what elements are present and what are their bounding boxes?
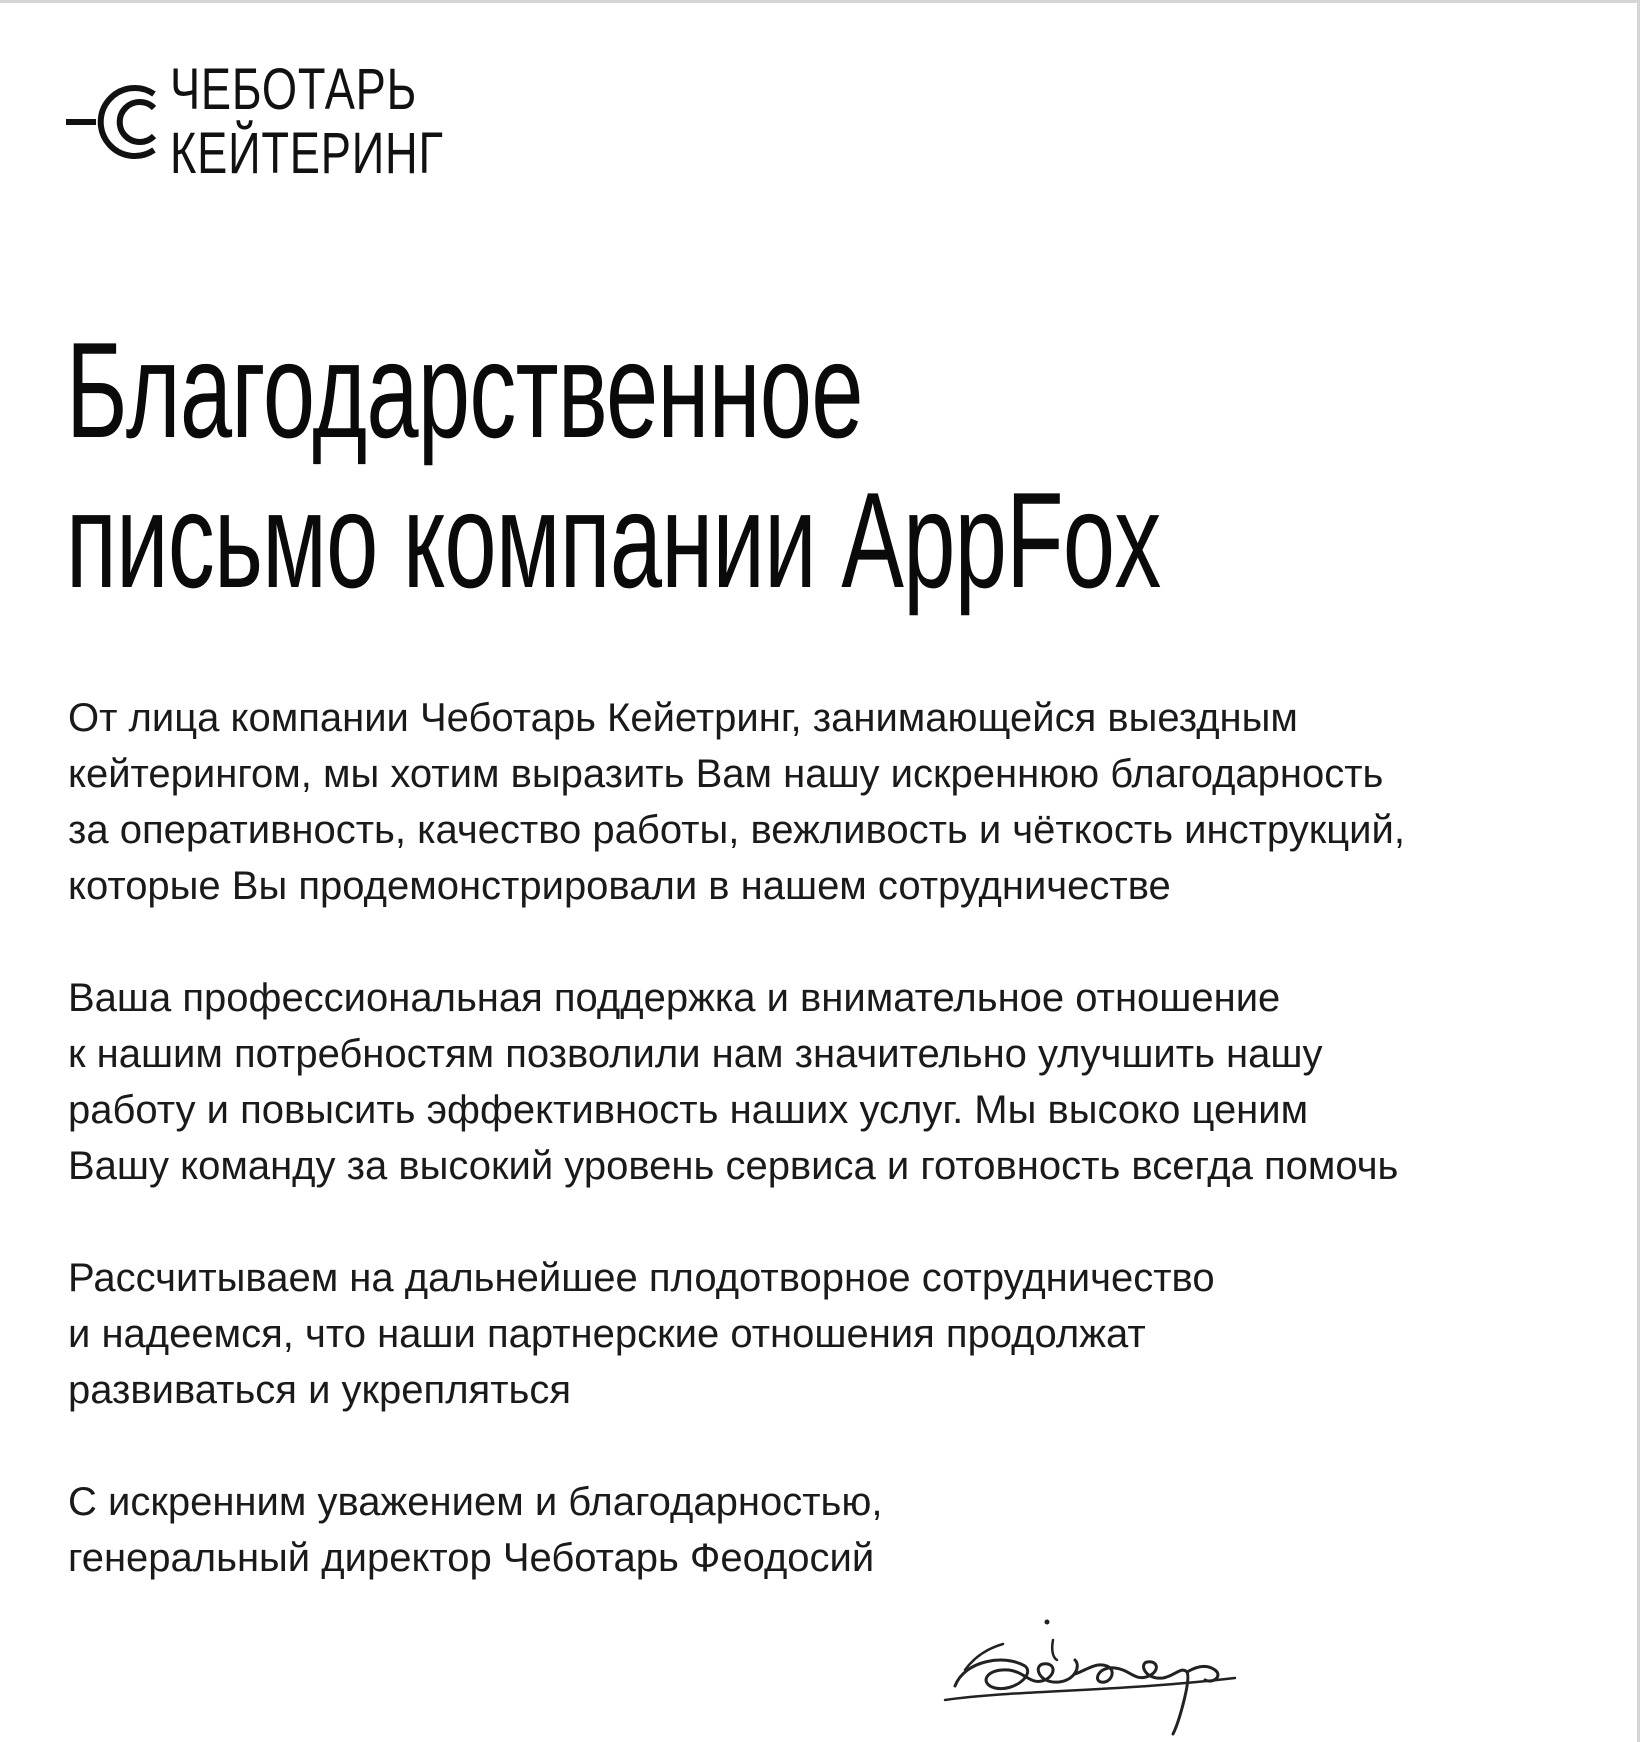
handwritten-signature xyxy=(935,1600,1275,1740)
text-line: Ваша профессиональная поддержка и внимательное отношение xyxy=(68,976,1281,1020)
text-line: за оперативность, качество работы, вежливость и чёткость инструкций, xyxy=(68,808,1405,852)
logo-line-1: ЧЕБОТАРЬ xyxy=(170,57,418,122)
top-border xyxy=(0,0,1640,3)
company-logo xyxy=(66,58,521,186)
paragraph-2 xyxy=(68,970,1608,1194)
title-line-2: письмо компании AppFox xyxy=(66,464,1161,616)
logo-icon xyxy=(66,72,158,172)
text-line: Вашу команду за высокий уровень сервиса и готовность всегда помочь xyxy=(68,1144,1399,1188)
text-line: кейтерингом, мы хотим выразить Вам нашу искреннюю благодарность xyxy=(68,752,1384,796)
text-line: От лица компании Чеботарь Кейетринг, занимающейся выездным xyxy=(68,696,1298,740)
letter-title xyxy=(66,315,1161,615)
title-line-1: Благодарственное xyxy=(66,314,863,466)
text-line: С искренним уважением и благодарностью, xyxy=(68,1480,883,1524)
logo-line-2: КЕЙТЕРИНГ xyxy=(170,121,444,186)
text-line: генеральный директор Чеботарь Феодосий xyxy=(68,1536,875,1580)
paragraph-3 xyxy=(68,1250,1608,1418)
text-line: развиваться и укрепляться xyxy=(68,1368,572,1412)
text-line: которые Вы продемонстрировали в нашем сотрудничестве xyxy=(68,864,1171,908)
letter-body xyxy=(68,690,1608,1642)
text-line: Рассчитываем на дальнейшее плодотворное сотрудничество xyxy=(68,1256,1215,1300)
closing xyxy=(68,1474,1608,1586)
text-line: и надеемся, что наши партнерские отношения продолжат xyxy=(68,1312,1146,1356)
logo-text xyxy=(170,58,444,186)
text-line: работу и повысить эффективность наших услуг. Мы высоко ценим xyxy=(68,1088,1309,1132)
paragraph-1 xyxy=(68,690,1608,914)
text-line: к нашим потребностям позволили нам значительно улучшить нашу xyxy=(68,1032,1323,1076)
